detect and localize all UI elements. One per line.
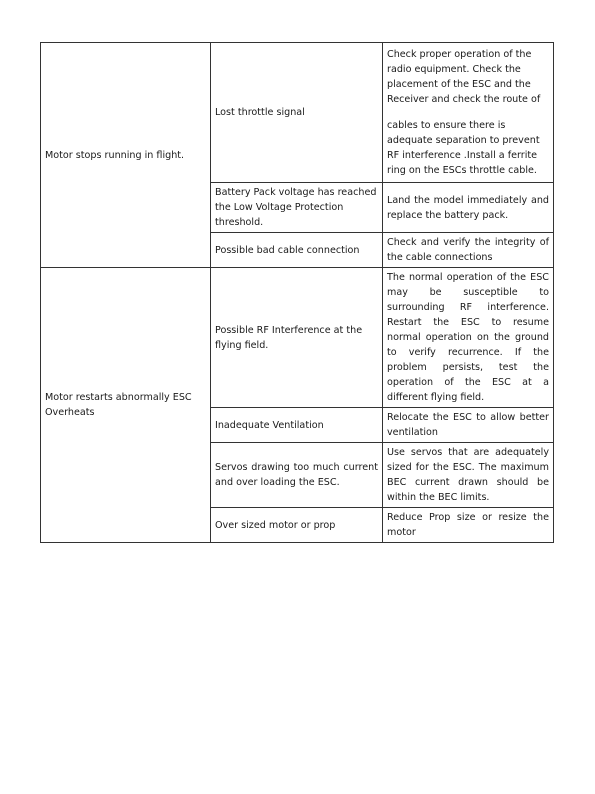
troubleshooting-table bbox=[40, 42, 554, 543]
remedy-cell bbox=[383, 43, 554, 183]
table-row bbox=[41, 268, 554, 408]
cause-cell: Inadequate Ventilation bbox=[211, 408, 383, 443]
problem-cell: Motor stops running in flight. bbox=[41, 43, 211, 268]
remedy-cell: Check and verify the integrity of the cable connections bbox=[383, 233, 554, 268]
problem-cell: Motor restarts abnormally ESC Overheats bbox=[41, 268, 211, 543]
remedy-text-part: cables to ensure there is adequate separation to prevent RF interference .Install a ferrite ring on the ESCs throttle cable. bbox=[387, 120, 540, 176]
cause-cell: Servos drawing too much current and over loading the ESC. bbox=[211, 443, 383, 508]
remedy-cell: Reduce Prop size or resize the motor bbox=[383, 508, 554, 543]
cause-cell: Over sized motor or prop bbox=[211, 508, 383, 543]
remedy-cell: Relocate the ESC to allow better ventilation bbox=[383, 408, 554, 443]
cause-cell: Lost throttle signal bbox=[211, 43, 383, 183]
table-row bbox=[41, 43, 554, 183]
cause-cell: Possible bad cable connection bbox=[211, 233, 383, 268]
cause-cell: Battery Pack voltage has reached the Low Voltage Protection threshold. bbox=[211, 183, 383, 233]
remedy-cell: Land the model immediately and replace the battery pack. bbox=[383, 183, 554, 233]
remedy-cell: The normal operation of the ESC may be susceptible to surrounding RF interference. Restart the ESC to resume normal operation on the ground to verify recurrence. If the problem persists, test the operation of the ESC at a different flying field. bbox=[383, 268, 554, 408]
cause-cell: Possible RF Interference at the flying field. bbox=[211, 268, 383, 408]
remedy-cell: Use servos that are adequately sized for the ESC. The maximum BEC current drawn should be within the BEC limits. bbox=[383, 443, 554, 508]
remedy-text-part: Check proper operation of the radio equipment. Check the placement of the ESC and the Receiver and check the route of bbox=[387, 49, 541, 105]
